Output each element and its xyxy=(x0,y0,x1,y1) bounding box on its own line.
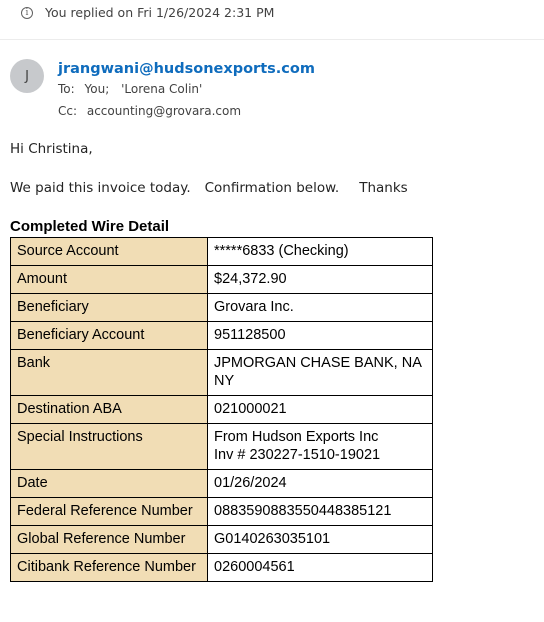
row-label: Source Account xyxy=(11,238,208,266)
special-instructions-line-1: From Hudson Exports Inc xyxy=(214,429,379,445)
row-value: 01/26/2024 xyxy=(208,470,433,498)
row-value: JPMORGAN CHASE BANK, NA NY xyxy=(208,350,433,396)
row-label: Global Reference Number xyxy=(11,526,208,554)
table-row xyxy=(11,526,433,554)
sender-email[interactable]: jrangwani@hudsonexports.com xyxy=(58,61,315,77)
to-line xyxy=(58,82,202,96)
row-label: Federal Reference Number xyxy=(11,498,208,526)
body-part-confirmation: Confirmation below. xyxy=(204,180,340,196)
info-circle-icon: i xyxy=(21,7,33,19)
table-row xyxy=(11,294,433,322)
table-row xyxy=(11,470,433,498)
row-label: Citibank Reference Number xyxy=(11,554,208,582)
row-label: Date xyxy=(11,470,208,498)
cc-label: Cc: xyxy=(58,104,78,118)
replied-notice-text: You replied on Fri 1/26/2024 2:31 PM xyxy=(45,5,275,20)
sender-avatar[interactable] xyxy=(10,59,44,93)
table-row xyxy=(11,396,433,424)
table-row xyxy=(11,266,433,294)
avatar-initial: J xyxy=(25,68,29,84)
body-part-paid: We paid this invoice today. xyxy=(10,180,191,196)
body-line xyxy=(10,180,408,196)
table-row xyxy=(11,238,433,266)
wire-detail-title: Completed Wire Detail xyxy=(10,218,170,235)
special-instructions-line-2: Inv # 230227-1510-19021 xyxy=(214,447,381,463)
table-row xyxy=(11,322,433,350)
to-recipient-lorena[interactable]: 'Lorena Colin' xyxy=(121,82,203,96)
row-value: 021000021 xyxy=(208,396,433,424)
row-label: Destination ABA xyxy=(11,396,208,424)
row-label: Beneficiary xyxy=(11,294,208,322)
table-row xyxy=(11,554,433,582)
table-row xyxy=(11,498,433,526)
cc-recipient[interactable]: accounting@grovara.com xyxy=(86,104,242,118)
greeting: Hi Christina, xyxy=(10,141,93,157)
row-value: G0140263035101 xyxy=(208,526,433,554)
wire-detail-table xyxy=(10,237,433,582)
table-row xyxy=(11,350,433,396)
row-value: 0883590883550448385121 xyxy=(208,498,433,526)
row-value xyxy=(208,424,433,470)
cc-line xyxy=(58,104,241,118)
row-value: $24,372.90 xyxy=(208,266,433,294)
row-label: Bank xyxy=(11,350,208,396)
body-part-thanks: Thanks xyxy=(359,180,408,196)
to-recipient-you[interactable]: You; xyxy=(84,82,110,96)
row-label: Beneficiary Account xyxy=(11,322,208,350)
row-value: 0260004561 xyxy=(208,554,433,582)
row-label: Amount xyxy=(11,266,208,294)
row-value: 951128500 xyxy=(208,322,433,350)
row-value: Grovara Inc. xyxy=(208,294,433,322)
to-label: To: xyxy=(58,82,75,96)
row-value: *****6833 (Checking) xyxy=(208,238,433,266)
row-label: Special Instructions xyxy=(11,424,208,470)
table-row xyxy=(11,424,433,470)
replied-notice-bar xyxy=(0,0,544,40)
